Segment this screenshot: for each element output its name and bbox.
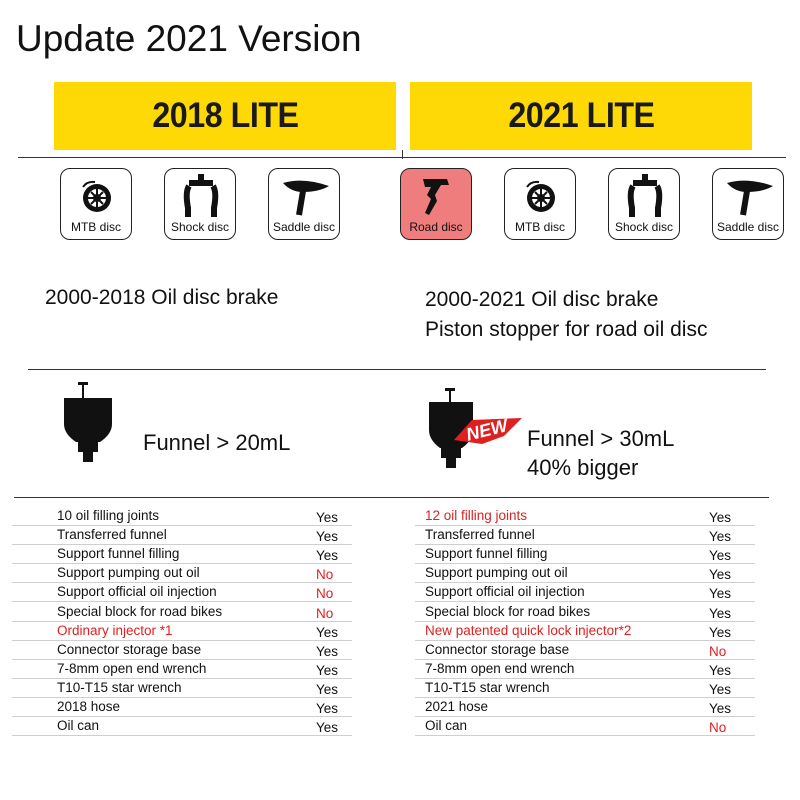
icon-box-saddle-left [268,168,340,240]
row-value: Yes [316,681,339,697]
table-row [425,660,749,679]
row-value: Yes [316,529,339,545]
table-row [57,660,356,679]
row-value: Yes [316,548,339,564]
icon-box-mtb-right [504,168,576,240]
table-row [425,526,749,545]
table-row [425,679,749,698]
new-badge-label: NEW [464,415,510,445]
page-title: Update 2021 Version [16,18,362,59]
row-feature: Oil can [425,718,468,734]
row-value: Yes [709,586,732,602]
row-feature: Support funnel filling [425,546,548,562]
row-feature: 12 oil filling joints [425,508,528,523]
icon-box-road-right [400,168,472,240]
divider-table [14,497,769,498]
funnel-text-right: 40% bigger [527,455,639,480]
table-row [57,717,356,736]
right-desc-line: Piston stopper for road oil disc [425,318,708,341]
funnel-text-right: Funnel > 30mL [527,426,675,451]
row-value: No [316,586,334,602]
row-value: No [316,605,334,621]
row-feature: Support funnel filling [57,546,180,562]
right-desc-line: 2000-2021 Oil disc brake [425,288,659,311]
table-row [425,698,749,717]
row-value: No [316,567,334,583]
row-feature: T10-T15 star wrench [57,679,182,695]
banner-2021-lite [410,82,752,150]
row-value: No [709,643,727,659]
funnel-text-left: Funnel > 20mL [143,430,291,455]
table-row [57,526,356,545]
row-feature: Transferred funnel [57,527,167,543]
row-value: No [709,720,727,736]
row-feature: 7-8mm open end wrench [425,660,575,676]
icon-box-shock-right [608,168,680,240]
banner-2018-lite [54,82,396,150]
row-value: Yes [316,510,339,525]
row-feature: Special block for road bikes [425,603,591,619]
table-row [57,583,356,602]
row-feature: 7-8mm open end wrench [57,660,207,676]
row-feature: Oil can [57,718,100,734]
row-feature: Support pumping out oil [57,565,200,581]
row-value: Yes [709,510,732,525]
row-divider [12,735,352,736]
row-feature: New patented quick lock injector*2 [425,622,632,638]
table-row [57,679,356,698]
divider-middle [28,369,766,370]
table-row [425,717,749,736]
right-spec-table [425,507,745,747]
table-row [425,507,749,526]
row-value: Yes [316,720,339,736]
left-desc-line: 2000-2018 Oil disc brake [45,286,279,309]
table-row [57,622,356,641]
icon-box-saddle-right [712,168,784,240]
table-row [425,583,749,602]
row-value: Yes [316,662,339,678]
table-row [57,641,356,660]
row-value: Yes [709,701,732,716]
divider-notch [402,150,403,159]
row-feature: Support pumping out oil [425,565,568,581]
row-feature: Connector storage base [425,641,570,657]
icon-label: Saddle disc [716,220,780,234]
banner-2018-label: 2018 LITE [151,96,299,135]
row-value: Yes [316,624,339,640]
table-row [57,545,356,564]
table-row [57,507,356,526]
row-value: Yes [709,548,732,564]
row-feature: 2021 hose [425,699,489,714]
row-divider [415,735,755,736]
row-value: Yes [316,701,339,716]
icon-label: Saddle disc [272,220,336,234]
icon-label: MTB disc [514,220,565,234]
left-spec-table [57,507,357,747]
row-feature: 2018 hose [57,699,121,714]
row-feature: T10-T15 star wrench [425,679,550,695]
row-value: Yes [709,605,732,621]
table-row [57,564,356,583]
icon-box-shock-left [164,168,236,240]
new-badge [452,414,524,450]
row-feature: Ordinary injector *1 [57,622,173,638]
table-row [425,622,749,641]
row-feature: 10 oil filling joints [57,508,160,523]
row-value: Yes [709,624,732,640]
table-row [57,698,356,717]
table-row [57,603,356,622]
row-feature: Support official oil injection [425,584,585,600]
banner-2021-label: 2021 LITE [507,96,655,135]
icon-box-mtb-left [60,168,132,240]
icon-label: MTB disc [70,220,121,234]
row-value: Yes [709,662,732,678]
table-row [425,545,749,564]
icon-label: Road disc [409,220,463,234]
row-feature: Connector storage base [57,641,202,657]
funnel-icon-left [60,380,116,464]
row-value: Yes [709,567,732,583]
icon-label: Shock disc [170,220,230,234]
row-value: Yes [316,643,339,659]
table-row [425,641,749,660]
row-feature: Special block for road bikes [57,603,223,619]
table-row [425,564,749,583]
row-value: Yes [709,681,732,697]
row-feature: Transferred funnel [425,527,535,543]
icon-label: Shock disc [614,220,674,234]
table-row [425,603,749,622]
row-feature: Support official oil injection [57,584,217,600]
row-value: Yes [709,529,732,545]
